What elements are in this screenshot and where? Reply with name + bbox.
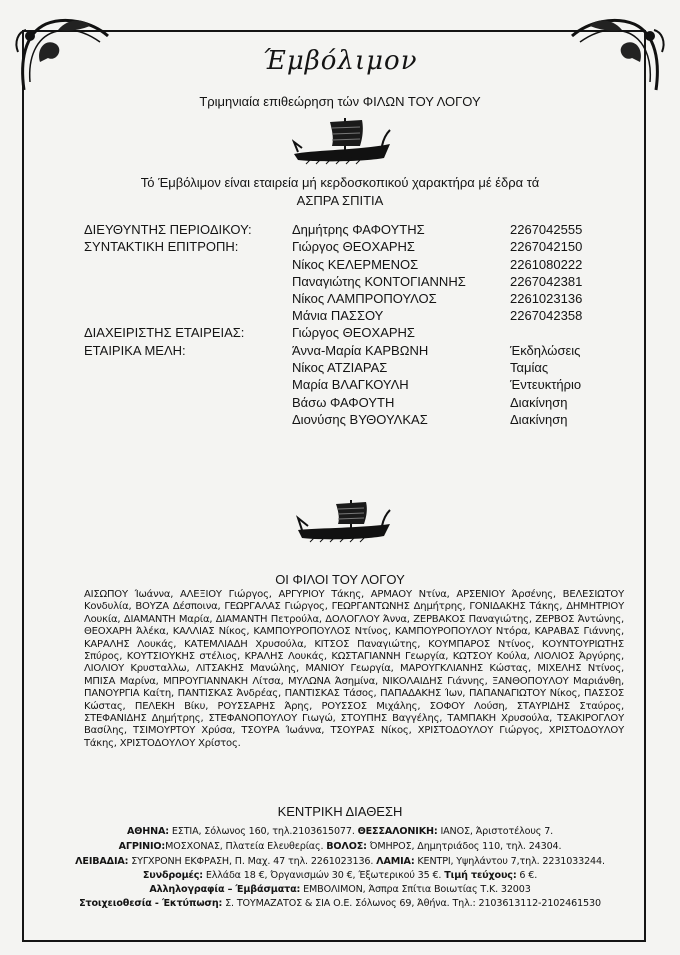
staff-name: Γιώργος ΘΕΟΧΑΡΗΣ: [292, 239, 415, 254]
staff-name: Άννα-Μαρία ΚΑΡΒΩΝΗ: [292, 343, 429, 358]
trireme-ship-icon: [292, 114, 392, 166]
printing-label: Στοιχειοθεσία - Έκτύπωση:: [79, 898, 223, 909]
staff-role: ΔΙΕΥΘΥΝΤΗΣ ΠΕΡΙΟΔΙΚΟΥ:: [84, 222, 252, 237]
staff-info: Διακίνηση: [510, 395, 568, 410]
intro-line-2: ΑΣΠΡΑ ΣΠΙΤΙΑ: [296, 193, 384, 208]
city-address: ΜΟΣΧΟΝΑΣ, Πλατεία Ελευθερίας.: [165, 841, 327, 852]
staff-role: ΔΙΑΧΕΙΡΙΣΤΗΣ ΕΤΑΙΡΕΙΑΣ:: [84, 325, 245, 340]
subscriptions-text: Ελλάδα 18 €, Όργανισμών 30 €, Έξωτερικού 35 €.: [202, 870, 445, 881]
staff-info: 2267042150: [510, 239, 583, 254]
printing-line: [0, 898, 680, 909]
magazine-subtitle: Τριμηνιαία επιθεώρηση τών ΦΙΛΩΝ ΤΟΥ ΛΟΓΟΥ: [199, 94, 481, 109]
subscriptions-label: Συνδρομές:: [142, 870, 203, 881]
city-label: ΘΕΣΣΑΛΟΝΙΚΗ:: [357, 826, 438, 837]
staff-name: Μάνια ΠΑΣΣΟΥ: [292, 308, 384, 323]
staff-name: Παναγιώτης ΚΟΝΤΟΓΙΑΝΝΗΣ: [292, 274, 466, 289]
printing-text: Σ. ΤΟΥΜΑΖΑΤΟΣ & ΣΙΑ Ο.Ε. Σόλωνος 69, Άθήνα. Τηλ.: 2103613112-2102461530: [222, 898, 601, 909]
distribution-title: ΚΕΝΤΡΙΚΗ ΔΙΑΘΕΣΗ: [277, 804, 403, 819]
city-address: ΣΥΓΧΡΟΝΗ ΕΚΦΡΑΣΗ, Π. Μαχ. 47 τηλ. 2261023136.: [128, 856, 377, 867]
staff-name: Γιώργος ΘΕΟΧΑΡΗΣ: [292, 325, 415, 340]
staff-name: Διονύσης ΒΥΘΟΥΛΚΑΣ: [292, 412, 428, 427]
trireme-ship-icon: [296, 496, 392, 544]
distribution-line: [0, 826, 680, 837]
staff-info: Διακίνηση: [510, 412, 568, 427]
staff-name: Δημήτρης ΦΑΦΟΥΤΗΣ: [292, 222, 425, 237]
staff-role: ΕΤΑΙΡΙΚΑ ΜΕΛΗ:: [84, 343, 186, 358]
staff-name: Βάσω ΦΑΦΟΥΤΗ: [292, 395, 395, 410]
intro-line-1: Τό Έμβόλιμον είναι εταιρεία μή κερδοσκοπικού χαρακτήρα μέ έδρα τά: [140, 175, 540, 190]
staff-info: Ταμίας: [510, 360, 549, 375]
magazine-title: Έμβόλιμον: [262, 46, 418, 76]
city-label: ΑΓΡΙΝΙΟ:: [118, 841, 166, 852]
city-address: ΕΣΤΙΑ, Σόλωνος 160, τηλ.2103615077.: [168, 826, 358, 837]
city-address: ΌΜΗΡΟΣ, Δημητριάδος 110, τηλ. 24304.: [366, 841, 562, 852]
mail-label: Αλληλογραφία – Έμβάσματα:: [149, 884, 301, 895]
staff-info: 2261023136: [510, 291, 583, 306]
price-text: 6 €.: [516, 870, 538, 881]
staff-name: Νίκος ΚΕΛΕΡΜΕΝΟΣ: [292, 257, 419, 272]
distribution-line: [0, 856, 680, 867]
friends-title: ΟΙ ΦΙΛΟΙ ΤΟΥ ΛΟΓΟΥ: [275, 572, 405, 587]
subscriptions-line: [0, 870, 680, 881]
city-address: ΙΑΝΟΣ, Άριστοτέλους 7.: [437, 826, 554, 837]
distribution-line: [0, 841, 680, 852]
price-label: Τιμή τεύχους:: [444, 870, 517, 881]
friends-list: ΑΙΣΩΠΟΥ Ίωάννα, ΑΛΕΞΙΟΥ Γιώργος, ΑΡΓΥΡΙΟΥ Τάκης, ΑΡΜΑΟΥ Ντίνα, ΑΡΣΕΝΙΟΥ Άρσένης, ΒΕΛΕΣΙΩΤΟΥ Κονδυλία, ΒΟΥΖΑ Δέσποινα, ΓΕΩΡΓΑΛΑΣ Γιώργος, ΓΕΩΡΓΑΝΤΩΝΗΣ Δημήτρης, ΓΟΝΙΔΑΚΗΣ Τάκης, ΔΗΜΗΤΡΙΟΥ Λουκία, ΔΙΑΜΑΝΤΗ Μαρία, ΔΙΑΜΑΝΤΗ Πετρούλα, ΔΟΛΟΓΛΟΥ Άννα, ΖΕΡΒΑΚΟΣ Παναγιώτης, ΖΕΡΒΟΣ Άντώνης, ΘΕΟΧΑΡΗ Άλέκα, ΚΑΛΛΙΑΣ Νίκος, ΚΑΜΠΟΥΡΟΠΟΥΛΟΣ Ντίνος, ΚΑΜΠΟΥΡΟΠΟΥΛΟΥ Ντόρα, ΚΑΡΑΒΑΣ Γιάννης, ΚΑΡΑΛΗΣ Λουκάς, ΚΑΤΕΜΛΙΑΔΗ Χρυσούλα, ΚΙΤΣΟΣ Παναγιώτης, ΚΟΥΜΠΑΡΟΣ Ντίνος, ΚΟΥΝΤΟΥΡΙΩΤΗΣ Σπύρος, ΚΟΥΤΣΙΟΥΚΗΣ στέλιος, ΚΡΑΛΗΣ Λουκάς, ΚΩΣΤΑΓΙΑΝΝΗ Γεωργία, ΚΩΤΣΟΥ Κούλα, ΛΙΟΛΙΟΣ Άργύρης, ΛΙΟΛΙΟΥ Κρυσταλλω, ΛΙΤΣΑΚΗΣ Μανώλης, ΜΑΝΙΟΥ Γεωργία, ΜΑΡΟΥΓΚΛΙΑΝΗΣ Κώστας, ΜΙΧΕΛΗΣ Ντίνος, ΜΠΙΣΑ Μαρίνα, ΜΠΡΟΥΓΙΑΝΝΑΚΗ Λίτσα, ΜΥΛΩΝΑ Άσημίνα, ΝΙΚΟΛΑΙΔΗΣ Γιάννης, ΞΑΝΘΟΠΟΥΛΟΥ Μαριάνθη, ΠΑΝΟΥΡΓΙΑ Καίτη, ΠΑΝΤΙΣΚΑΣ Άνδρέας, ΠΑΝΤΙΣΚΑΣ Τάσος, ΠΑΠΑΔΑΚΗΣ Ίων, ΠΑΠΑΝΑΓΙΩΤΟΥ Νίκος, ΠΑΣΣΟΣ Κώστας, ΠΕΛΕΚΗ Βίκυ, ΡΟΥΣΣΑΡΗΣ Άρης, ΡΟΥΣΣΟΣ Μιχάλης, ΣΟΦΟΥ Λούση, ΣΤΑΥΡΙΔΗΣ Σταύρος, ΣΤΕΦΑΝΙΔΗΣ Δημήτρης, ΣΤΕΦΑΝΟΠΟΥΛΟΥ Γιωγώ, ΣΤΟΥΠΗΣ Βαγγέλης, ΤΑΜΠΑΚΗ Χρυσούλα, ΤΣΑΚΙΡΟΓΛΟΥ Βασίλης, ΤΣΙΜΟΥΡΤΟΥ Χρύσα, ΤΣΟΥΡΑ Ίωάννα, ΤΣΟΥΡΑΣ Νίκος, ΧΡΙΣΤΟΔΟΥΛΟΥ Γιώργος, ΧΡΙΣΤΟΔΟΥΛΟΥ Τάκης, ΧΡΙΣΤΟΔΟΥΛΟΥ Χρίστος.: [84, 589, 624, 749]
staff-name: Μαρία ΒΛΑΓΚΟΥΛΗ: [292, 377, 409, 392]
staff-name: Νίκος ΑΤΖΙΑΡΑΣ: [292, 360, 388, 375]
staff-info: 2267042555: [510, 222, 583, 237]
city-label: ΛΕΙΒΑΔΙΑ:: [75, 856, 129, 867]
city-label: ΑΘΗΝΑ:: [126, 826, 169, 837]
staff-info: 2261080222: [510, 257, 583, 272]
city-label: ΛΑΜΙΑ:: [376, 856, 415, 867]
staff-role: ΣΥΝΤΑΚΤΙΚΗ ΕΠΙΤΡΟΠΗ:: [84, 239, 239, 254]
staff-name: Νίκος ΛΑΜΠΡΟΠΟΥΛΟΣ: [292, 291, 437, 306]
staff-info: 2267042381: [510, 274, 583, 289]
staff-info: 2267042358: [510, 308, 583, 323]
mail-text: ΕΜΒΟΛΙΜΟΝ, Άσπρα Σπίτια Βοιωτίας Τ.Κ. 32003: [300, 884, 531, 895]
city-label: ΒΟΛΟΣ:: [326, 841, 367, 852]
staff-info: Έκδηλώσεις: [510, 343, 581, 358]
city-address: ΚΕΝΤΡΙ, Υψηλάντου 7,τηλ. 2231033244.: [414, 856, 605, 867]
staff-info: Έντευκτήριο: [510, 377, 582, 392]
mail-line: [0, 884, 680, 895]
